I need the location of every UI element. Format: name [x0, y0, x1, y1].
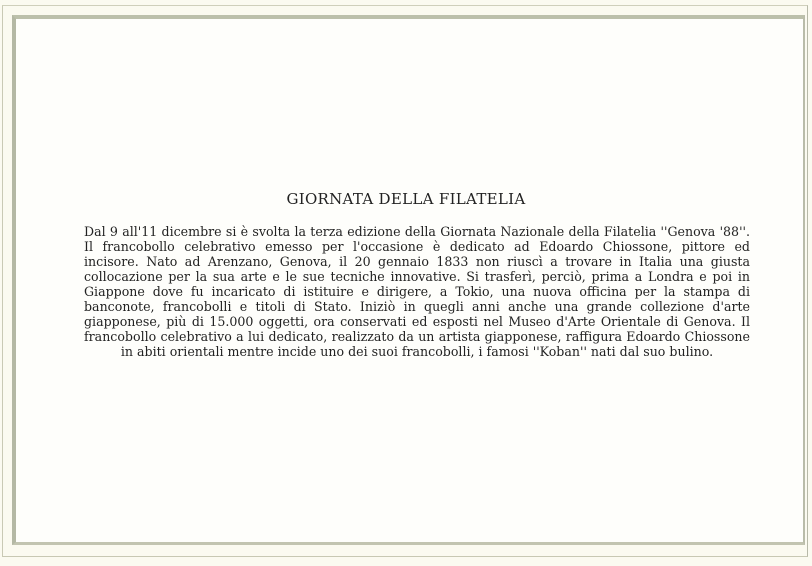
- paragraph-line: collocazione per la sua arte e le sue tecniche innovative. Si trasferì, perciò, prima a Londra e poi in: [84, 269, 750, 284]
- document-title: GIORNATA DELLA FILATELIA: [286, 190, 526, 208]
- paragraph-line: francobollo celebrativo a lui dedicato, realizzato da un artista giapponese, raffigura Edoardo Chiossone: [84, 329, 750, 344]
- paragraph-line: Dal 9 all'11 dicembre si è svolta la terza edizione della Giornata Nazionale della Filatelia ''Genova '88''.: [84, 224, 750, 239]
- paragraph-line-last: in abiti orientali mentre incide uno dei suoi francobolli, i famosi ''Koban'' nati dal suo bulino.: [120, 344, 714, 359]
- paragraph-line: giapponese, più di 15.000 oggetti, ora conservati ed esposti nel Museo d'Arte Orientale di Genova. Il: [84, 314, 750, 329]
- paragraph-line: banconote, francobolli e titoli di Stato. Iniziò in quegli anni anche una grande collezione d'arte: [84, 299, 750, 314]
- paragraph-line: Il francobollo celebrativo emesso per l'occasione è dedicato ad Edoardo Chiossone, pittore ed: [84, 239, 750, 254]
- paragraph-line: Giappone dove fu incaricato di istituire e dirigere, a Tokio, una nuova officina per la stampa di: [84, 284, 750, 299]
- paragraph-line: incisore. Nato ad Arenzano, Genova, il 20 gennaio 1833 non riuscì a trovare in Italia una giusta: [84, 254, 750, 269]
- document-paragraph: [84, 224, 750, 359]
